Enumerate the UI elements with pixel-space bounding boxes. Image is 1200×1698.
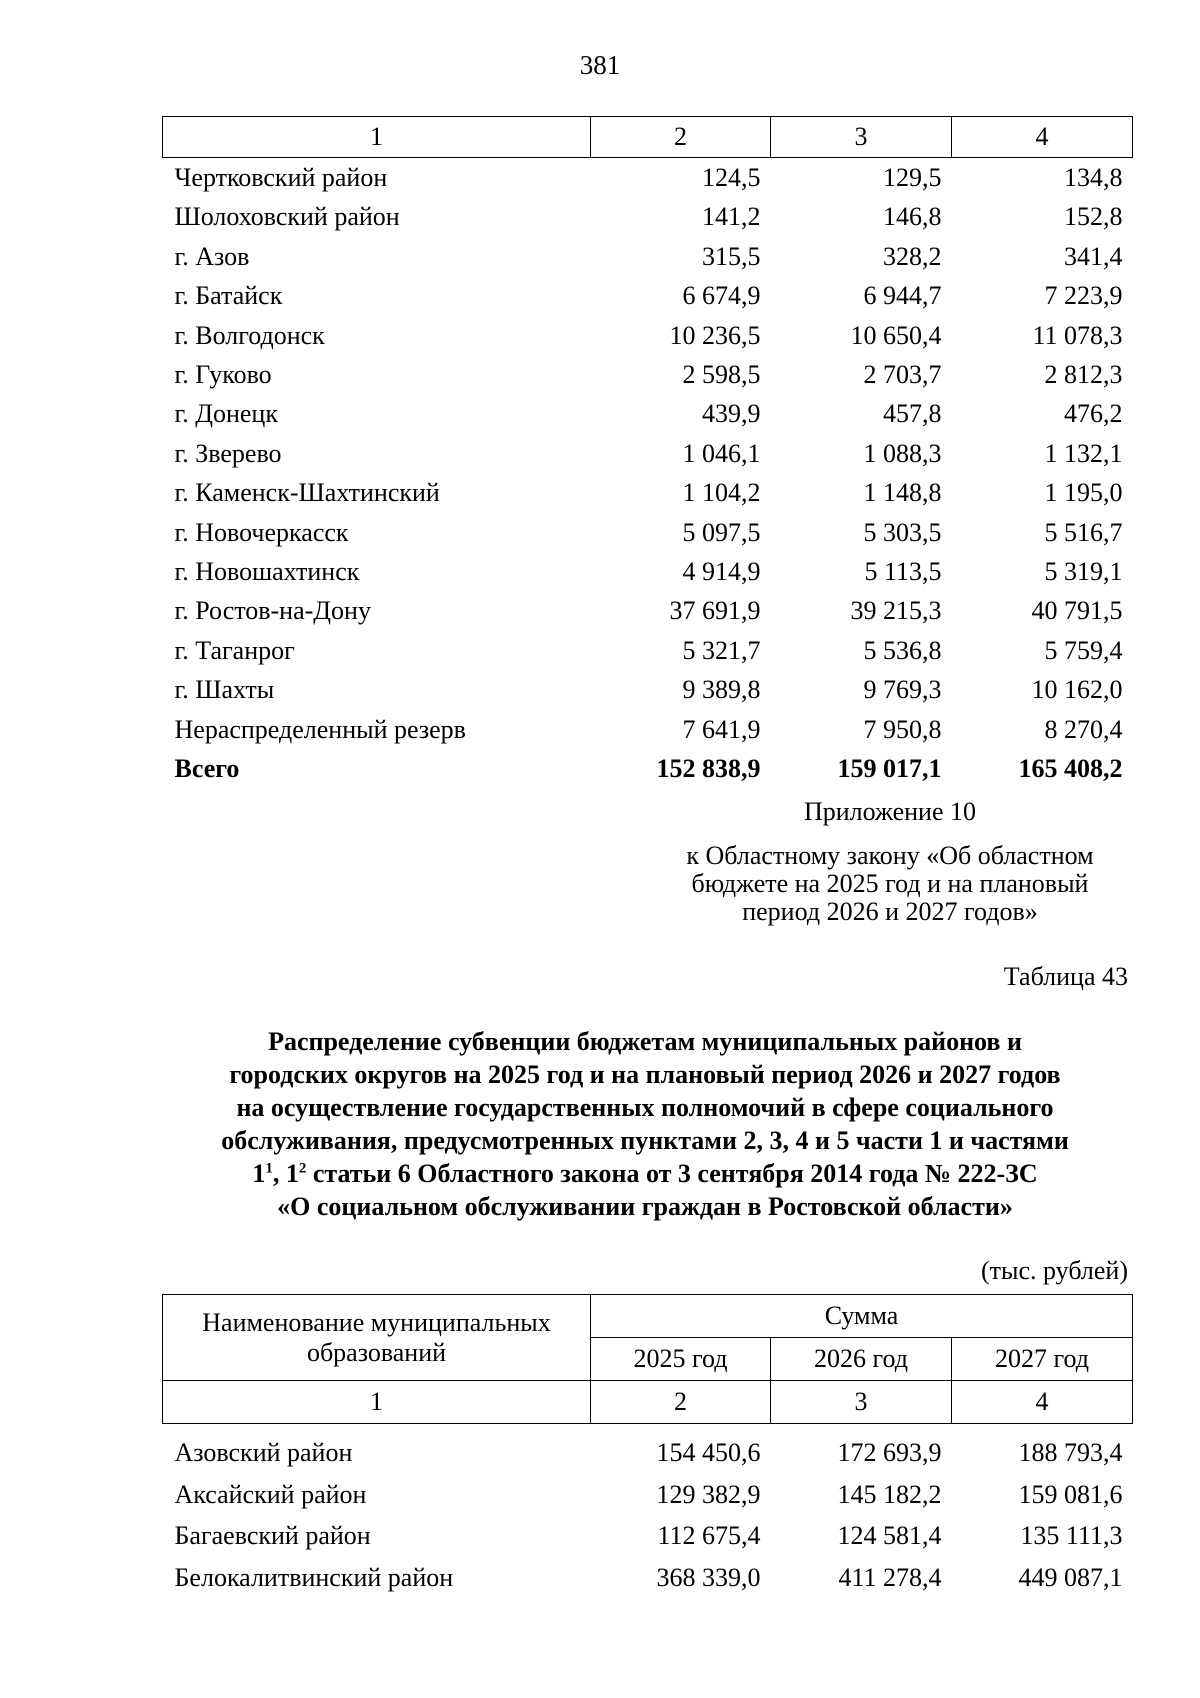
table-row xyxy=(163,631,1133,670)
value-2025: 112 675,4 xyxy=(657,1521,761,1550)
value-2027: 8 270,4 xyxy=(1044,714,1123,744)
value-2025: 315,5 xyxy=(702,241,761,271)
municipality-name: г. Донецк xyxy=(174,399,278,429)
units-label: (тыс. рублей) xyxy=(980,1256,1128,1285)
value-2026: 159 017,1 xyxy=(837,754,942,784)
municipality-name: Азовский район xyxy=(174,1438,353,1467)
value-2025: 1 046,1 xyxy=(682,438,761,468)
value-2025: 152 838,9 xyxy=(656,754,761,784)
value-2027: 341,4 xyxy=(1064,241,1123,271)
value-2025: 124,5 xyxy=(702,163,761,192)
municipality-name: Всего xyxy=(174,754,240,784)
value-2027: 159 081,6 xyxy=(1018,1479,1123,1509)
value-2026: 9 769,3 xyxy=(863,675,942,705)
appendix-reference-line: бюджете на 2025 год и на плановый xyxy=(691,869,1089,898)
table-row xyxy=(163,670,1133,709)
table-number: Таблица 43 xyxy=(1003,962,1128,991)
table-row xyxy=(163,552,1133,591)
value-2025: 154 450,6 xyxy=(656,1438,761,1467)
table-row xyxy=(163,1557,1133,1599)
value-2026: 1 088,3 xyxy=(863,438,942,468)
value-2025: 2 598,5 xyxy=(682,360,761,390)
municipality-name: Чертковский район xyxy=(174,163,388,192)
value-2027: 134,8 xyxy=(1064,163,1123,192)
value-2025: 5 321,7 xyxy=(682,635,761,665)
municipality-name: Багаевский район xyxy=(174,1521,371,1550)
municipality-name: г. Каменск-Шахтинский xyxy=(174,478,440,508)
column-number: 4 xyxy=(952,117,1133,158)
header-year: 2027 год xyxy=(952,1338,1133,1381)
value-2026: 457,8 xyxy=(883,399,942,429)
value-2026: 7 950,8 xyxy=(863,714,942,744)
municipality-name: г. Ростов-на-Дону xyxy=(174,596,371,626)
value-2025: 129 382,9 xyxy=(656,1479,761,1509)
value-2026: 10 650,4 xyxy=(850,320,942,350)
header-year: 2025 год xyxy=(591,1338,771,1381)
municipality-name: г. Новочеркасск xyxy=(174,517,349,547)
appendix-title: Приложение 10 xyxy=(803,797,977,826)
title-line: городских округов на 2025 год и на плановый период 2026 и 2027 годов xyxy=(229,1060,1061,1089)
document-title xyxy=(150,1025,1140,1223)
value-2025: 368 339,0 xyxy=(656,1562,761,1592)
appendix-reference-line: период 2026 и 2027 годов» xyxy=(742,897,1038,926)
table-row xyxy=(163,1515,1133,1557)
title-line xyxy=(150,1157,1140,1190)
superscript: 2 xyxy=(298,1160,307,1177)
value-2025: 37 691,9 xyxy=(669,596,761,626)
appendix-reference xyxy=(640,842,1140,926)
table-row xyxy=(163,158,1133,198)
value-2027: 188 793,4 xyxy=(1018,1438,1123,1467)
value-2026: 6 944,7 xyxy=(863,281,942,311)
title-line: на осуществление государственных полномочий в сфере социального xyxy=(236,1093,1054,1122)
value-2027: 5 759,4 xyxy=(1044,635,1123,665)
table-row xyxy=(163,1424,1133,1474)
value-2027: 449 087,1 xyxy=(1018,1562,1123,1592)
title-text: статьи 6 Областного закона от 3 сентября 2014 года № 222-ЗС xyxy=(306,1159,1038,1188)
superscript: 1 xyxy=(265,1160,273,1177)
table-row xyxy=(163,434,1133,473)
column-number: 2 xyxy=(591,1381,771,1424)
column-number: 3 xyxy=(771,1381,952,1424)
title-text: 1 xyxy=(252,1159,266,1188)
table-row xyxy=(163,276,1133,315)
column-number: 2 xyxy=(591,117,771,158)
municipality-name: г. Зверево xyxy=(174,438,282,468)
value-2027: 152,8 xyxy=(1064,202,1123,232)
municipality-name: г. Гуково xyxy=(174,360,272,390)
value-2026: 328,2 xyxy=(883,241,942,271)
title-line: «О социальном обслуживании граждан в Ростовской области» xyxy=(277,1192,1013,1221)
municipality-name: Аксайский район xyxy=(174,1479,367,1509)
value-2025: 9 389,8 xyxy=(682,675,761,705)
value-2027: 10 162,0 xyxy=(1031,675,1123,705)
table-row xyxy=(163,710,1133,749)
value-2027: 476,2 xyxy=(1064,399,1123,429)
column-number: 1 xyxy=(163,117,591,158)
value-2026: 1 148,8 xyxy=(863,478,942,508)
municipality-name: г. Таганрог xyxy=(174,635,295,665)
budget-table-continued xyxy=(162,116,1133,789)
value-2026: 129,5 xyxy=(883,163,942,192)
value-2027: 2 812,3 xyxy=(1044,360,1123,390)
municipality-name: г. Волгодонск xyxy=(174,320,325,350)
value-2027: 1 195,0 xyxy=(1044,478,1123,508)
municipality-name: Шолоховский район xyxy=(174,202,400,232)
value-2027: 1 132,1 xyxy=(1044,438,1123,468)
value-2026: 2 703,7 xyxy=(863,360,942,390)
value-2025: 141,2 xyxy=(702,202,761,232)
subvention-table xyxy=(162,1294,1133,1598)
header-row xyxy=(163,1295,1133,1338)
value-2026: 5 536,8 xyxy=(863,635,942,665)
value-2027: 5 319,1 xyxy=(1044,557,1123,587)
value-2025: 5 097,5 xyxy=(682,517,761,547)
column-number-row xyxy=(163,117,1133,158)
column-number: 4 xyxy=(952,1381,1133,1424)
table-row xyxy=(163,237,1133,276)
table-row xyxy=(163,1474,1133,1516)
header-year: 2026 год xyxy=(771,1338,952,1381)
appendix-reference-line: к Областному закону «Об областном xyxy=(686,841,1094,870)
header-municipality: Наименование муниципальных образований xyxy=(163,1295,591,1381)
value-2025: 4 914,9 xyxy=(682,557,761,587)
table-row xyxy=(163,316,1133,355)
municipality-name: Нераспределенный резерв xyxy=(174,714,466,744)
title-line: Распределение субвенции бюджетам муниципальных районов и xyxy=(268,1027,1022,1056)
value-2026: 146,8 xyxy=(883,202,942,232)
value-2026: 124 581,4 xyxy=(837,1521,942,1550)
value-2027: 5 516,7 xyxy=(1044,517,1123,547)
table-row xyxy=(163,513,1133,552)
column-number-row xyxy=(163,1381,1133,1424)
value-2026: 411 278,4 xyxy=(838,1562,942,1592)
table-row xyxy=(163,394,1133,433)
municipality-name: г. Шахты xyxy=(174,675,275,705)
table-row xyxy=(163,355,1133,394)
value-2027: 40 791,5 xyxy=(1031,596,1123,626)
value-2026: 5 303,5 xyxy=(863,517,942,547)
table-row xyxy=(163,197,1133,236)
value-2025: 1 104,2 xyxy=(682,478,761,508)
value-2026: 172 693,9 xyxy=(837,1438,942,1467)
value-2025: 7 641,9 xyxy=(682,714,761,744)
page-number: 381 xyxy=(579,50,621,80)
column-number: 3 xyxy=(771,117,952,158)
title-line: обслуживания, предусмотренных пунктами 2, 3, 4 и 5 части 1 и частями xyxy=(221,1126,1069,1155)
header-sum: Сумма xyxy=(591,1295,1133,1338)
value-2025: 439,9 xyxy=(702,399,761,429)
value-2025: 6 674,9 xyxy=(682,281,761,311)
value-2026: 145 182,2 xyxy=(837,1479,942,1509)
value-2027: 11 078,3 xyxy=(1032,320,1123,350)
value-2027: 165 408,2 xyxy=(1018,754,1123,784)
column-number: 1 xyxy=(163,1381,591,1424)
municipality-name: г. Новошахтинск xyxy=(174,557,360,587)
table-row xyxy=(163,473,1133,512)
value-2027: 7 223,9 xyxy=(1044,281,1123,311)
total-row xyxy=(163,749,1133,788)
municipality-name: Белокалитвинский район xyxy=(174,1562,454,1592)
value-2026: 5 113,5 xyxy=(864,557,942,587)
value-2026: 39 215,3 xyxy=(850,596,942,626)
municipality-name: г. Батайск xyxy=(174,281,283,311)
table-row xyxy=(163,591,1133,630)
title-text: , 1 xyxy=(272,1159,299,1188)
municipality-name: г. Азов xyxy=(174,241,250,271)
value-2027: 135 111,3 xyxy=(1020,1521,1123,1550)
value-2025: 10 236,5 xyxy=(669,320,761,350)
